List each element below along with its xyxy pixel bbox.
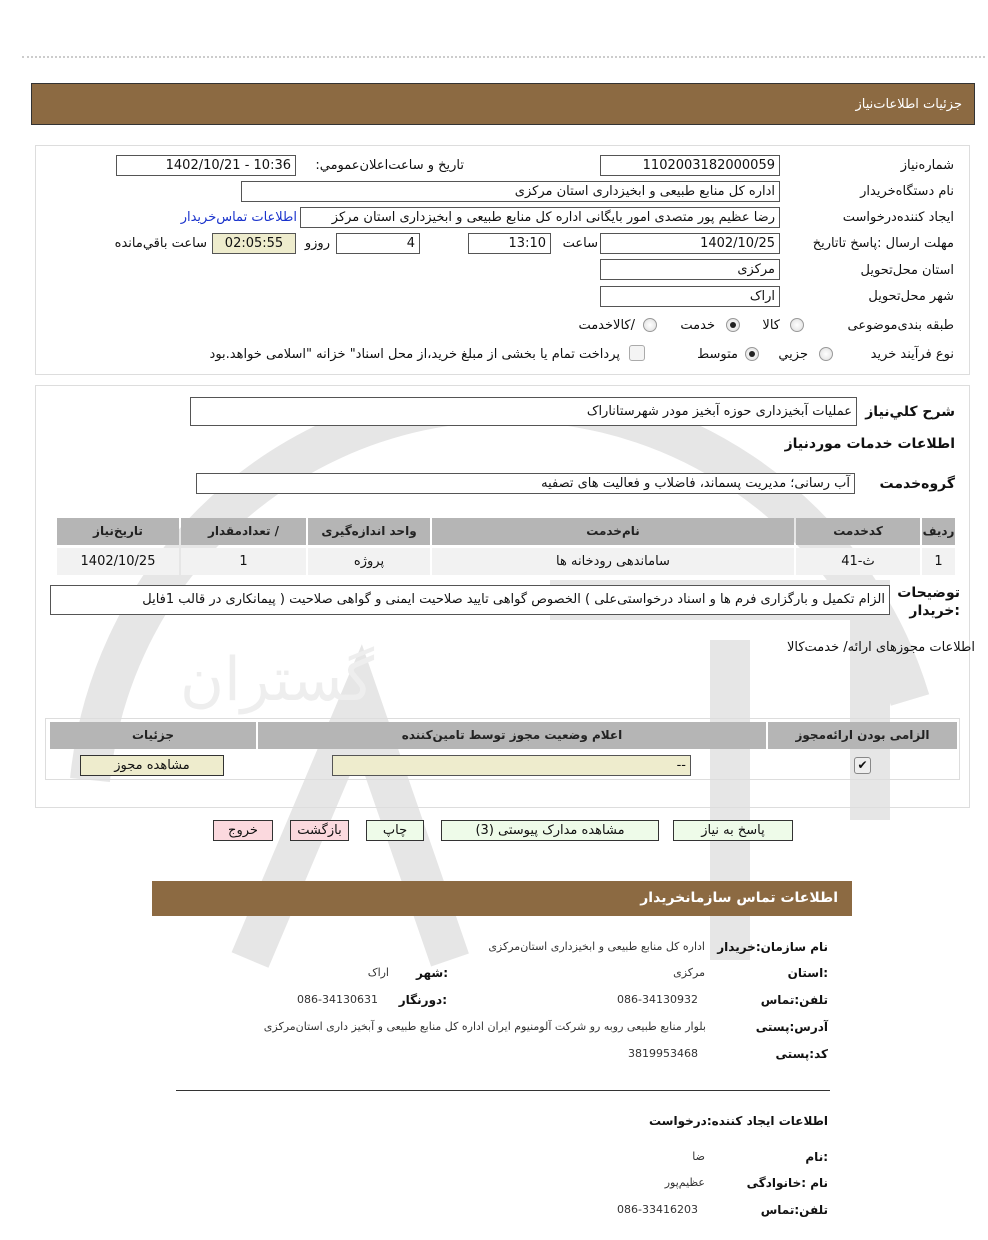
page-header — [31, 83, 975, 125]
creator-phone-value: 086-33416203 — [617, 1203, 698, 1216]
process-option-minor: جزيي — [778, 347, 808, 362]
reply-button[interactable]: پاسخ به نیاز — [673, 820, 793, 841]
notes-field: الزام تکمیل و بارگزاری فرم ها و اسناد درخواستی‌علی ) الخصوص گواهی تایید صلاحیت ایمنی و گواهی صلاحیت ( پیمانکاری در قالب 1فایل — [50, 585, 890, 615]
province-label: :استان — [787, 966, 828, 980]
org-label: نام سازمان:خریدار — [717, 940, 828, 954]
license-title: اطلاعات مجوزهای ارائه/ خدمت‌کالا — [786, 640, 975, 655]
license-required-checkbox[interactable]: ✔ — [854, 757, 871, 774]
deadline-label: مهلت ارسال :پاسخ تا‌تاریخ — [812, 236, 954, 251]
postal-label: کد:پستی — [775, 1047, 828, 1061]
category-radio-goods[interactable] — [790, 318, 804, 332]
license-col-details: جزئیات — [50, 722, 256, 749]
contact-header — [152, 881, 852, 916]
deadline-date-field: 1402/10/25 — [600, 233, 780, 254]
notes-label: توضیحات :خریدار — [897, 585, 960, 619]
process-option-medium: متوسط — [697, 347, 738, 362]
treasury-checkbox[interactable] — [629, 345, 645, 361]
creator-phone-label: تلفن:تماس — [760, 1203, 828, 1217]
address-value: بلوار منابع طبیعی روبه رو شرکت آلومنیوم ایران اداره کل منابع طبیعی و آبخیز داری استان‌مرکزی — [263, 1020, 706, 1033]
remaining-label: ساعت باقي‌مانده — [114, 236, 207, 251]
need-number-field: 1102003182000059 — [600, 155, 780, 176]
category-label: طبقه بندی‌موضوعی — [847, 318, 954, 333]
buyer-contact-link[interactable]: اطلاعات تماس‌خریدار — [180, 210, 297, 225]
postal-value: 3819953468 — [628, 1047, 698, 1060]
category-radio-goods-service[interactable] — [643, 318, 657, 332]
buyer-label: نام دستگاه‌خریدار — [860, 184, 954, 199]
org-value: اداره کل منابع طبیعی و ابخیزداری استان‌مرکزی — [488, 940, 705, 953]
buyer-field: اداره کل منابع طبیعی و ابخیزداری استان مرکزی — [241, 181, 780, 202]
back-button[interactable]: بازگشت — [290, 820, 349, 841]
fax-label: :دورنگار — [398, 993, 447, 1007]
remaining-time-field: 02:05:55 — [212, 233, 296, 254]
fax-value: 086-34130631 — [297, 993, 378, 1006]
svg-text:گستران: گستران — [180, 645, 375, 715]
announce-label: تاریخ و ساعت‌اعلان‌عمومي: — [315, 158, 464, 173]
province-field: مرکزی — [600, 259, 780, 280]
city-field: اراک — [600, 286, 780, 307]
phone-label: تلفن:تماس — [760, 993, 828, 1007]
creator-label: ایجاد کننده‌درخواست — [842, 210, 954, 225]
province-value: مرکزی — [673, 966, 705, 979]
col-qty: / تعدادمقدار — [181, 518, 306, 545]
announce-field: 1402/10/21 - 10:36 — [116, 155, 296, 176]
summary-label: شرح کلي‌نیاز — [865, 404, 955, 420]
creator-field: رضا عظیم پور متصدی امور بایگانی اداره کل منابع طبیعی و ابخیزداری استان مرکز — [300, 207, 780, 228]
print-button[interactable]: چاپ — [366, 820, 424, 841]
col-code: کدخدمت — [796, 518, 920, 545]
col-unit: واحد اندازه‌گیری — [308, 518, 430, 545]
col-date: تاریخ‌نیاز — [57, 518, 179, 545]
creator-family-value: عظیم‌پور — [664, 1176, 705, 1189]
province-label: استان محل‌تحویل — [860, 263, 954, 278]
cell-date: 1402/10/25 — [57, 548, 179, 575]
col-name: نام‌خدمت — [432, 518, 794, 545]
category-option-service: خدمت — [680, 318, 715, 333]
category-radio-service[interactable] — [726, 318, 740, 332]
service-group-label: گروه‌خدمت — [879, 476, 955, 492]
page-title: جزئیات اطلاعات‌نیاز — [855, 97, 962, 112]
divider — [22, 56, 985, 58]
creator-family-label: نام :خانوادگی — [746, 1176, 828, 1190]
contact-title: اطلاعات تماس سازمانخریدار — [640, 890, 838, 906]
time-label: ساعت — [562, 236, 598, 251]
city-label: :شهر — [416, 966, 448, 980]
summary-field: عملیات آبخیزداری حوزه آبخیز مودر شهرستاناراک — [190, 397, 857, 426]
cell-qty: 1 — [181, 548, 306, 575]
need-info-panel — [35, 145, 970, 375]
process-radio-minor[interactable] — [819, 347, 833, 361]
view-license-button[interactable]: مشاهده مجوز — [80, 755, 224, 776]
exit-button[interactable]: خروج — [213, 820, 273, 841]
need-number-label: شماره‌نیاز — [900, 158, 954, 173]
divider — [176, 1090, 830, 1091]
process-radio-medium[interactable] — [745, 347, 759, 361]
cell-row: 1 — [922, 548, 955, 575]
days-field: 4 — [336, 233, 420, 254]
cell-unit: پروژه — [308, 548, 430, 575]
cell-name: ساماندهی رودخانه ها — [432, 548, 794, 575]
license-col-required: الزامی بودن ارائه‌مجوز — [768, 722, 957, 749]
view-attachments-button[interactable]: مشاهده مدارک پیوستی (3) — [441, 820, 659, 841]
creator-info-title: اطلاعات ایجاد کننده:درخواست — [648, 1114, 828, 1128]
col-row: ردیف — [922, 518, 955, 545]
days-label: روزو — [304, 236, 330, 251]
license-col-status: اعلام وضعیت مجوز توسط تامین‌کننده — [258, 722, 766, 749]
license-status-field[interactable]: -- — [332, 755, 691, 776]
category-option-goods: کالا — [762, 318, 780, 333]
address-label: آدرس:پستی — [755, 1020, 828, 1034]
services-title: اطلاعات خدمات موردنیاز — [784, 436, 955, 452]
cell-code: ث-41 — [796, 548, 920, 575]
city-label: شهر محل‌تحویل — [868, 289, 954, 304]
creator-name-label: :نام — [805, 1150, 828, 1164]
category-option-goods-service: /کالاخدمت — [578, 318, 635, 333]
phone-value: 086-34130932 — [617, 993, 698, 1006]
creator-name-value: ضا — [692, 1150, 705, 1163]
treasury-text: پرداخت تمام یا بخشی از مبلغ خرید،از محل اسناد" خزانه "اسلامی خواهد.بود — [209, 347, 620, 362]
process-label: نوع فرآیند‌ خرید — [870, 347, 954, 362]
deadline-time-field: 13:10 — [468, 233, 551, 254]
service-group-field: آب رسانی؛ مدیریت پسماند، فاضلاب و فعالیت های تصفیه — [196, 473, 855, 494]
city-value: اراک — [367, 966, 389, 979]
